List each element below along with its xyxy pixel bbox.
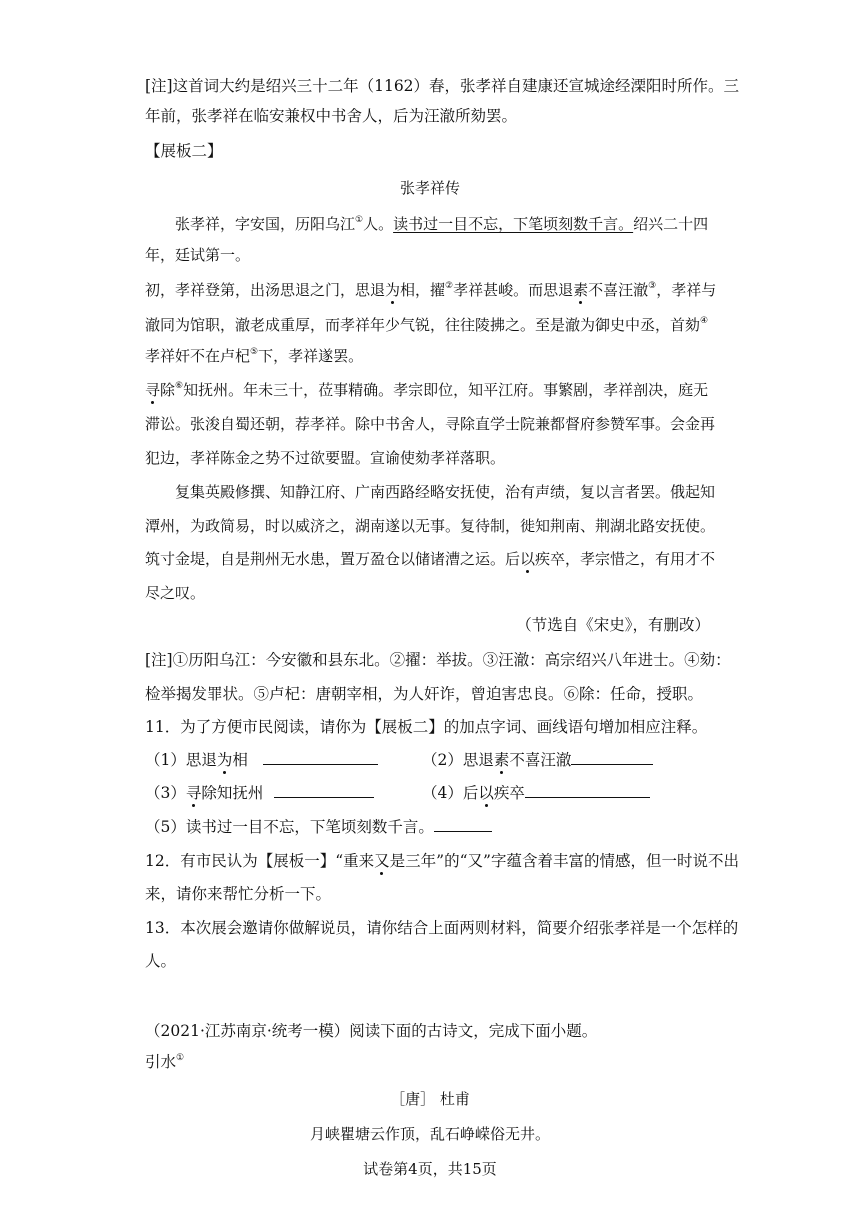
page-footer: 试卷第4页，共15页	[363, 1160, 497, 1178]
passage-p4-line-3: 筑寸金堤，自是荆州无水患，置万盈仓以储诸漕之运。后以疾卒，孝宗惜之，有用才不	[145, 550, 716, 568]
passage-p2-line-2: 澈同为馆职，澈老成重厚，而孝祥年少气锐，往往陵拂之。至是澈为御史中丞，首劾④	[145, 316, 709, 334]
next-section-intro: （2021·江苏南京·统考一模）阅读下面的古诗文，完成下面小题。	[145, 1022, 598, 1040]
poem-verse-1: 月峡瞿塘云作顶，乱石峥嵘俗无井。	[309, 1125, 550, 1143]
answer-blank[interactable]	[571, 750, 653, 765]
notes-line-2: 检举揭发罪状。⑤卢杞：唐朝宰相，为人奸诈，曾迫害忠良。⑥除：任命，授职。	[145, 685, 704, 703]
notes-line-1: [注]①历阳乌江：今安徽和县东北。②擢：举拔。③汪澈：高宗绍兴八年进士。④劾：	[145, 651, 731, 669]
poem-author: ［唐］ 杜甫	[390, 1090, 470, 1108]
question-13-line-1: 13．本次展会邀请你做解说员，请你结合上面两则材料，简要介绍张孝祥是一个怎样的	[145, 919, 739, 937]
passage-p2-line-1: 初，孝祥登第，出汤思退之门，思退为相，擢②孝祥甚峻。而思退素不喜汪澈③，孝祥与	[145, 281, 717, 299]
passage-p3-line-1: 寻除⑥知抚州。年未三十，莅事精确。孝宗即位，知平江府。事繁剧，孝祥剖决，庭无	[145, 381, 709, 399]
poem-title: 引水①	[145, 1053, 185, 1071]
q11-item-2: （2）思退素不喜汪澈	[422, 750, 653, 770]
q11-item-1: （1）思退为相	[145, 750, 378, 770]
passage-p2-line-3: 孝祥奸不在卢杞⑤下，孝祥遂罢。	[145, 347, 364, 365]
q11-item-5: （5）读书过一目不忘，下笔顷刻数千言。	[145, 817, 492, 837]
q11-item-3: （3）寻除知抚州	[145, 783, 374, 803]
underlined-sentence: 读书过一目不忘，下笔顷刻数千言。	[393, 215, 634, 233]
q11-item-4: （4）后以疾卒	[422, 783, 650, 803]
passage-p1-line-2: 年，廷试第一。	[145, 246, 251, 264]
passage-p3-line-3: 犯边，孝祥陈金之势不过欲要盟。宣谕使劾孝祥落职。	[145, 449, 506, 467]
dotted-char-su: 素	[573, 281, 589, 299]
question-12-line-2: 来，请你来帮忙分析一下。	[145, 885, 332, 903]
passage-title: 张孝祥传	[399, 179, 460, 197]
dotted-char-yi: 以	[520, 550, 536, 568]
answer-blank[interactable]	[274, 783, 374, 798]
passage-p4-line-1: 复集英殿修撰、知静江府、广南西路经略安抚使，治有声绩，复以言者罢。俄起知	[175, 483, 716, 501]
question-13-line-2: 人。	[145, 952, 177, 970]
dotted-char-xun: 寻	[145, 381, 161, 399]
question-11: 11．为了方便市民阅读，请你为【展板二】的加点字词、画线语句增加相应注释。	[145, 718, 708, 736]
passage-source: （节选自《宋史》，有删改）	[516, 616, 710, 634]
passage-p1-line-1: 张孝祥，字安国，历阳乌江①人。读书过一目不忘，下笔顷刻数千言。绍兴二十四	[175, 215, 709, 233]
answer-blank[interactable]	[263, 750, 378, 765]
note-top-line-2: 年前，张孝祥在临安兼权中书舍人，后为汪澈所劾罢。	[145, 107, 518, 125]
note-top-line-1: [注]这首词大约是绍兴三十二年（1162）春，张孝祥自建康还宣城途经溧阳时所作。三	[145, 77, 740, 95]
answer-blank[interactable]	[434, 817, 492, 832]
question-12-line-1: 12．有市民认为【展板一】“重来又是三年”的“又”字蕴含着丰富的情感，但一时说不出	[145, 852, 739, 870]
dotted-char-wei: 为	[385, 281, 401, 299]
passage-p4-line-2: 潭州，为政简易，时以威济之，湖南遂以无事。复待制，徙知荆南、荆湖北路安抚使。	[145, 517, 716, 535]
panel2-label: 【展板二】	[145, 142, 223, 160]
answer-blank[interactable]	[525, 783, 650, 798]
passage-p4-line-4: 尽之叹。	[145, 584, 206, 602]
passage-p3-line-2: 滞讼。张浚自蜀还朝，荐孝祥。除中书舍人，寻除直学士院兼都督府参赞军事。会金再	[145, 415, 716, 433]
